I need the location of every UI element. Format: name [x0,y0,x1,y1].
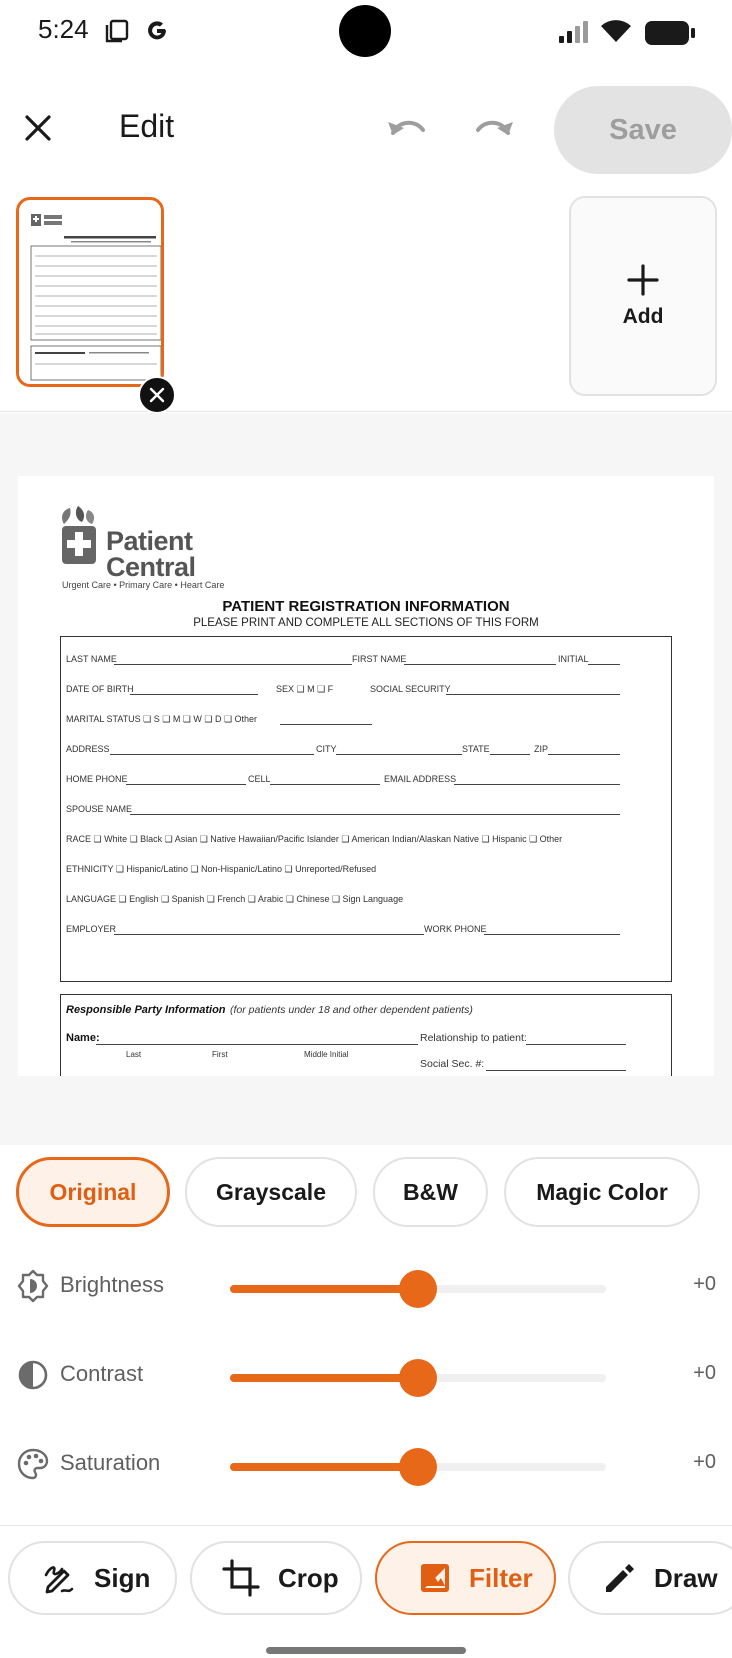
responsible-middle: Middle Initial [304,1050,349,1059]
document-preview-area [0,413,732,1145]
tool-sign-button[interactable] [8,1541,177,1615]
page-thumbnail[interactable] [16,197,164,387]
filter-original-chip[interactable]: Original [16,1157,170,1227]
field-social-security: SOCIAL SECURITY [370,684,451,694]
responsible-social: Social Sec. #: [420,1058,485,1070]
filter-grayscale-chip[interactable]: Grayscale [185,1157,357,1227]
field-last-name: LAST NAME [66,654,117,664]
field-ethnicity: ETHNICITY ❑ Hispanic/Latino ❑ Non-Hispanic/Latino ❑ Unreported/Refused [66,864,377,874]
brightness-value: +0 [693,1273,716,1295]
add-page-label: Add [622,305,664,328]
plus-icon [626,263,660,297]
tool-crop-button[interactable] [190,1541,362,1615]
field-address: ADDRESS [66,744,110,754]
responsible-last: Last [126,1050,142,1059]
wifi-icon [600,18,632,49]
field-employer: EMPLOYER [66,924,117,934]
field-zip: ZIP [534,744,549,754]
page-thumbnail-strip [0,190,732,412]
document-tagline: Urgent Care • Primary Care • Heart Care [62,580,225,590]
field-home-phone: HOME PHONE [66,774,128,784]
field-work-phone: WORK PHONE [424,924,487,934]
status-bar [0,0,732,64]
field-language: LANGUAGE ❑ English ❑ Spanish ❑ French ❑ Arabic ❑ Chinese ❑ Sign Language [66,894,404,904]
tool-crop-label: Crop [278,1562,339,1593]
redo-button[interactable] [471,106,519,150]
undo-button[interactable] [382,106,430,150]
contrast-row [0,1346,732,1406]
document-title: PATIENT REGISTRATION INFORMATION [222,598,510,615]
google-icon [144,18,170,49]
saturation-slider[interactable] [230,1463,606,1471]
field-sex: SEX ❑ M ❑ F [276,684,334,694]
crop-icon [222,1559,260,1597]
brightness-label: Brightness [60,1272,164,1297]
save-button[interactable]: Save [554,86,732,174]
patient-info-section [60,636,672,982]
close-icon [23,113,53,143]
battery-icon [644,20,696,51]
thumbnail-preview [19,200,161,384]
brightness-row [0,1257,732,1317]
cellular-signal-icon [558,20,590,49]
close-icon [149,387,165,403]
document-brand-line-1: Patient [106,526,193,556]
home-indicator[interactable] [266,1647,466,1654]
document-preview[interactable] [18,476,714,1076]
field-race: RACE ❑ White ❑ Black ❑ Asian ❑ Native Hawaiian/Pacific Islander ❑ American Indian/Alaskan Native ❑ Hispanic ❑ Other [66,834,563,844]
undo-icon [382,106,430,150]
saturation-value: +0 [693,1451,716,1473]
field-spouse-name: SPOUSE NAME [66,804,133,814]
document-subtitle: PLEASE PRINT AND COMPLETE ALL SECTIONS OF THIS FORM [193,617,539,629]
tool-draw-button[interactable] [568,1541,732,1615]
redo-icon [471,106,519,150]
contrast-slider-handle[interactable] [399,1359,437,1397]
field-cell: CELL [248,774,271,784]
patient-central-logo-icon [58,506,104,568]
field-email: EMAIL ADDRESS [384,774,457,784]
field-first-name: FIRST NAME [352,654,407,664]
palette-icon [16,1447,50,1481]
contrast-label: Contrast [60,1361,144,1386]
field-initial: INITIAL [558,654,589,664]
page-title: Edit [119,108,175,144]
brightness-slider-handle[interactable] [399,1270,437,1308]
saturation-slider-handle[interactable] [399,1448,437,1486]
tool-filter-label: Filter [469,1562,533,1593]
saturation-row [0,1435,732,1495]
filter-bw-chip[interactable]: B&W [373,1157,488,1227]
tool-filter-button[interactable] [375,1541,556,1615]
close-button[interactable] [16,106,60,150]
responsible-relationship: Relationship to patient: [420,1032,527,1044]
responsible-first: First [212,1050,228,1059]
signature-icon [42,1561,76,1595]
tool-draw-label: Draw [654,1562,718,1593]
saturation-label: Saturation [60,1450,161,1475]
bottom-toolbar [0,1525,732,1658]
filter-options [0,1155,732,1227]
tool-sign-label: Sign [94,1562,151,1593]
contrast-value: +0 [693,1362,716,1384]
screenshot-notification-icon [104,18,130,49]
brightness-icon [16,1269,50,1303]
responsible-party-name: Name: [66,1032,100,1044]
field-city: CITY [316,744,337,754]
brightness-slider[interactable] [230,1285,606,1293]
contrast-icon [16,1358,50,1392]
responsible-party-note: (for patients under 18 and other dependent patients) [230,1004,473,1016]
header [0,80,732,180]
filter-magic-color-chip[interactable]: Magic Color [504,1157,700,1227]
remove-page-button[interactable] [138,376,176,414]
filter-icon [419,1562,451,1594]
responsible-party-title: Responsible Party Information [66,1004,226,1016]
contrast-slider[interactable] [230,1374,606,1382]
status-time: 5:24 [38,14,89,44]
add-page-button[interactable] [569,196,717,396]
document-brand-line-2: Central [106,552,196,582]
front-camera [339,5,391,57]
pencil-icon [602,1561,636,1595]
field-state: STATE [462,744,490,754]
field-marital-status: MARITAL STATUS ❑ S ❑ M ❑ W ❑ D ❑ Other [66,714,258,724]
field-date-of-birth: DATE OF BIRTH [66,684,134,694]
